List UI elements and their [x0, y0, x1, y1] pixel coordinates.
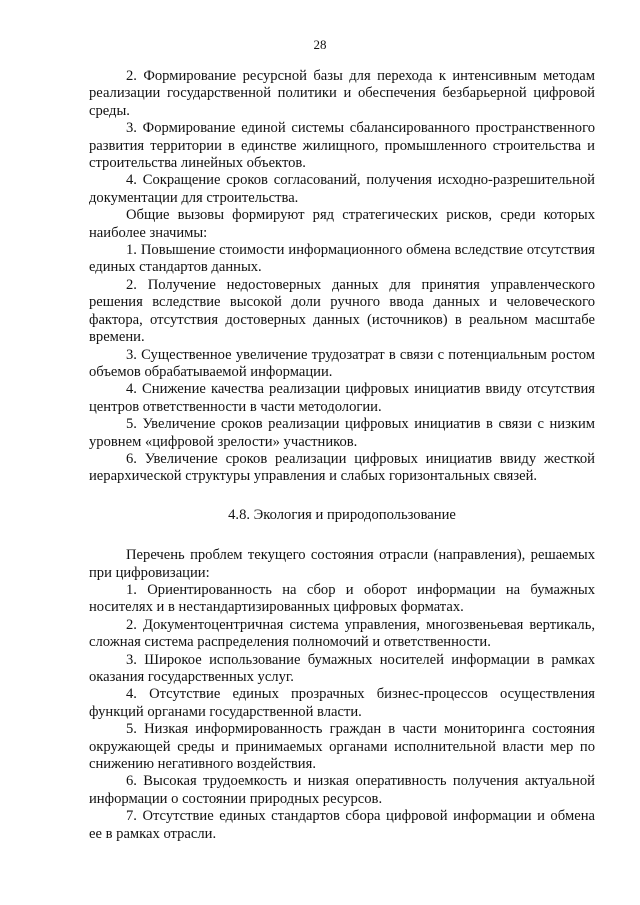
paragraph: 4. Сокращение сроков согласований, получения исходно-разрешительной документации для строительства.: [89, 172, 595, 206]
list-item: 7. Отсутствие единых стандартов сбора цифровой информации и обмена ее в рамках отрасли.: [89, 808, 595, 842]
paragraph: Перечень проблем текущего состояния отрасли (направления), решаемых при цифровизации:: [89, 547, 595, 581]
list-item: 4. Снижение качества реализации цифровых инициатив ввиду отсутствия центров ответственности в части методологии.: [89, 381, 595, 415]
list-item: 1. Ориентированность на сбор и оборот информации на бумажных носителях и в нестандартизированных цифровых форматах.: [89, 581, 595, 616]
list-item: 2. Документоцентричная система управления, многозвеньевая вертикаль, сложная система распределения полномочий и ответственности.: [89, 616, 595, 651]
list-item: 5. Увеличение сроков реализации цифровых инициатив в связи с низким уровнем «цифровой зрелости» участников.: [89, 416, 595, 450]
paragraph: Общие вызовы формируют ряд стратегических рисков, среди которых наиболее значимы:: [89, 207, 595, 241]
list-item: 4. Отсутствие единых прозрачных бизнес-процессов осуществления функций органами государственной власти.: [89, 686, 595, 720]
list-item: 6. Увеличение сроков реализации цифровых инициатив ввиду жесткой иерархической структуры управления и слабых горизонтальных связей.: [89, 450, 595, 485]
list-item: 3. Существенное увеличение трудозатрат в связи с потенциальным ростом объемов обрабатываемой информации.: [89, 346, 595, 380]
list-item: 6. Высокая трудоемкость и низкая оперативность получения актуальной информации о состоянии природных ресурсов.: [89, 773, 595, 807]
paragraph: 3. Формирование единой системы сбалансированного пространственного развития территории в единстве жилищного, промышленного строительства и строительства линейных объектов.: [89, 120, 595, 172]
section-heading: 4.8. Экология и природопользование: [228, 506, 456, 523]
list-item: 1. Повышение стоимости информационного обмена вследствие отсутствия единых стандартов данных.: [89, 242, 595, 276]
list-item: 2. Получение недостоверных данных для принятия управленческого решения вследствие высокой доли ручного ввода данных и человеческого фактора, отсутствия достоверных данных (источников) в реальном масштабе времени.: [89, 276, 595, 346]
paragraph: 2. Формирование ресурсной базы для перехода к интенсивным методам реализации государственной политики и обеспечения безбарьерной цифровой среды.: [89, 68, 595, 119]
list-item: 5. Низкая информированность граждан в части мониторинга состояния окружающей среды и принимаемых органами исполнительной власти мер по снижению негативного воздействия.: [89, 721, 595, 773]
document-body: [89, 68, 595, 843]
list-item: 3. Широкое использование бумажных носителей информации в рамках оказания государственных услуг.: [89, 651, 595, 685]
page-number: 28: [313, 37, 327, 52]
